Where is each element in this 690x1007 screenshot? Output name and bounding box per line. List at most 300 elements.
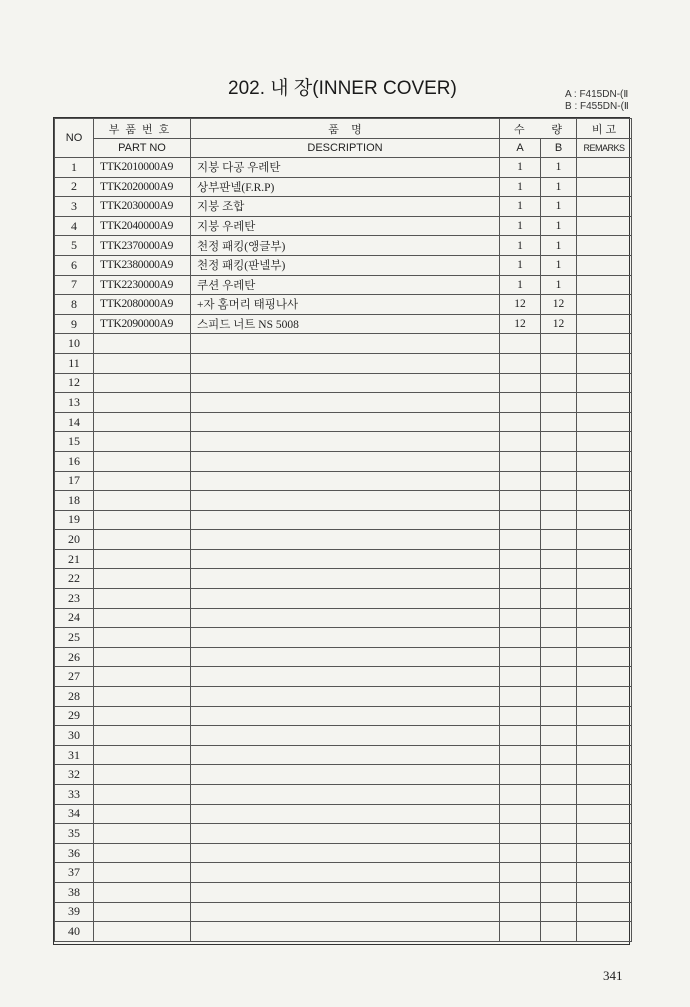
row-number: 13: [55, 393, 94, 413]
quantity-a-cell: [500, 510, 541, 530]
table-row: [55, 647, 632, 667]
description-cell: [191, 687, 500, 707]
remarks-cell: [577, 785, 632, 805]
row-number: 9: [55, 314, 94, 334]
remarks-cell: [577, 353, 632, 373]
row-number: 23: [55, 589, 94, 609]
table-row: [55, 687, 632, 707]
description-cell: [191, 451, 500, 471]
description-cell: [191, 824, 500, 844]
quantity-a-cell: [500, 706, 541, 726]
description-cell: 천정 패킹(판넬부): [191, 255, 500, 275]
quantity-a-cell: [500, 334, 541, 354]
description-cell: [191, 549, 500, 569]
table-row: [55, 177, 632, 197]
remarks-cell: [577, 706, 632, 726]
model-a-label: A : F415DN-(Ⅱ: [565, 89, 629, 100]
remarks-cell: [577, 255, 632, 275]
remarks-cell: [577, 745, 632, 765]
remarks-cell: [577, 510, 632, 530]
row-number: 22: [55, 569, 94, 589]
table-row: [55, 882, 632, 902]
table-row: [55, 412, 632, 432]
part-number-cell: [94, 843, 191, 863]
remarks-cell: [577, 530, 632, 550]
remarks-cell: [577, 471, 632, 491]
part-number-cell: [94, 471, 191, 491]
part-number-cell: [94, 530, 191, 550]
page-title: 202. 내 장(INNER COVER): [228, 78, 457, 99]
row-number: 24: [55, 608, 94, 628]
remarks-cell: [577, 432, 632, 452]
remarks-cell: [577, 373, 632, 393]
remarks-cell: [577, 824, 632, 844]
description-cell: [191, 765, 500, 785]
header-part-no-kor: [94, 119, 191, 139]
part-number-cell: [94, 589, 191, 609]
header-quantity-kor-2: 량: [551, 123, 562, 136]
remarks-cell: [577, 158, 632, 178]
row-number: 11: [55, 353, 94, 373]
row-number: 26: [55, 647, 94, 667]
header-qty-a: A: [500, 139, 541, 158]
part-number-cell: TTK2230000A9: [94, 275, 191, 295]
row-number: 4: [55, 216, 94, 236]
parts-table-body: [55, 158, 632, 942]
part-number-cell: TTK2010000A9: [94, 158, 191, 178]
description-cell: [191, 745, 500, 765]
remarks-cell: [577, 314, 632, 334]
description-cell: +자 홈머리 태핑나사: [191, 295, 500, 315]
remarks-cell: [577, 197, 632, 217]
description-cell: [191, 393, 500, 413]
quantity-a-cell: [500, 491, 541, 511]
quantity-b-cell: [541, 785, 577, 805]
quantity-a-cell: [500, 745, 541, 765]
quantity-b-cell: [541, 902, 577, 922]
part-number-cell: [94, 393, 191, 413]
description-cell: [191, 510, 500, 530]
description-cell: [191, 353, 500, 373]
table-row: [55, 451, 632, 471]
table-row: [55, 197, 632, 217]
table-row: [55, 314, 632, 334]
table-row: [55, 589, 632, 609]
table-row: [55, 510, 632, 530]
part-number-cell: [94, 608, 191, 628]
part-number-cell: [94, 706, 191, 726]
part-number-cell: [94, 667, 191, 687]
table-row: [55, 569, 632, 589]
parts-table: [54, 118, 632, 942]
table-row: [55, 667, 632, 687]
quantity-b-cell: [541, 589, 577, 609]
quantity-b-cell: [541, 726, 577, 746]
table-row: [55, 255, 632, 275]
quantity-a-cell: 1: [500, 236, 541, 256]
quantity-a-cell: 1: [500, 158, 541, 178]
quantity-b-cell: 1: [541, 255, 577, 275]
quantity-a-cell: [500, 765, 541, 785]
quantity-a-cell: 12: [500, 295, 541, 315]
row-number: 36: [55, 843, 94, 863]
part-number-cell: [94, 569, 191, 589]
table-row: [55, 726, 632, 746]
quantity-b-cell: [541, 608, 577, 628]
table-row: [55, 902, 632, 922]
part-number-cell: [94, 353, 191, 373]
quantity-b-cell: [541, 882, 577, 902]
part-number-cell: [94, 785, 191, 805]
part-number-cell: TTK2040000A9: [94, 216, 191, 236]
part-number-cell: [94, 373, 191, 393]
part-number-cell: [94, 922, 191, 942]
remarks-cell: [577, 667, 632, 687]
quantity-b-cell: [541, 510, 577, 530]
table-row: [55, 432, 632, 452]
row-number: 38: [55, 882, 94, 902]
header-no: NO: [55, 119, 94, 158]
quantity-a-cell: [500, 393, 541, 413]
row-number: 10: [55, 334, 94, 354]
quantity-a-cell: [500, 647, 541, 667]
table-row: [55, 706, 632, 726]
quantity-b-cell: [541, 922, 577, 942]
row-number: 39: [55, 902, 94, 922]
quantity-a-cell: [500, 589, 541, 609]
remarks-cell: [577, 334, 632, 354]
quantity-b-cell: 12: [541, 314, 577, 334]
quantity-b-cell: [541, 393, 577, 413]
part-number-cell: [94, 549, 191, 569]
quantity-b-cell: [541, 667, 577, 687]
description-cell: [191, 922, 500, 942]
remarks-cell: [577, 216, 632, 236]
quantity-a-cell: 1: [500, 177, 541, 197]
remarks-cell: [577, 295, 632, 315]
table-row: [55, 216, 632, 236]
part-number-cell: [94, 804, 191, 824]
part-number-cell: TTK2080000A9: [94, 295, 191, 315]
description-cell: 쿠션 우레탄: [191, 275, 500, 295]
table-row: [55, 373, 632, 393]
quantity-a-cell: 1: [500, 197, 541, 217]
quantity-a-cell: 1: [500, 275, 541, 295]
description-cell: [191, 373, 500, 393]
row-number: 25: [55, 628, 94, 648]
row-number: 3: [55, 197, 94, 217]
table-row: [55, 765, 632, 785]
quantity-b-cell: [541, 628, 577, 648]
table-row: [55, 922, 632, 942]
row-number: 32: [55, 765, 94, 785]
part-number-cell: [94, 647, 191, 667]
remarks-cell: [577, 608, 632, 628]
row-number: 6: [55, 255, 94, 275]
quantity-b-cell: [541, 804, 577, 824]
description-cell: [191, 667, 500, 687]
page-number: 341: [603, 968, 623, 983]
quantity-a-cell: [500, 824, 541, 844]
table-row: [55, 295, 632, 315]
quantity-a-cell: [500, 471, 541, 491]
quantity-a-cell: [500, 882, 541, 902]
row-number: 35: [55, 824, 94, 844]
part-number-cell: [94, 726, 191, 746]
table-row: [55, 158, 632, 178]
description-cell: [191, 647, 500, 667]
remarks-cell: [577, 236, 632, 256]
row-number: 16: [55, 451, 94, 471]
part-number-cell: [94, 491, 191, 511]
part-number-cell: [94, 882, 191, 902]
part-number-cell: [94, 863, 191, 883]
quantity-a-cell: [500, 549, 541, 569]
part-number-cell: [94, 451, 191, 471]
row-number: 17: [55, 471, 94, 491]
remarks-cell: [577, 765, 632, 785]
description-cell: 지붕 다공 우레탄: [191, 158, 500, 178]
remarks-cell: [577, 569, 632, 589]
quantity-b-cell: [541, 432, 577, 452]
quantity-a-cell: [500, 667, 541, 687]
quantity-b-cell: [541, 687, 577, 707]
part-number-cell: TTK2030000A9: [94, 197, 191, 217]
row-number: 33: [55, 785, 94, 805]
table-row: [55, 863, 632, 883]
quantity-b-cell: [541, 451, 577, 471]
part-number-cell: [94, 334, 191, 354]
quantity-b-cell: 12: [541, 295, 577, 315]
header-quantity-kor-1: 수: [514, 123, 525, 136]
quantity-b-cell: 1: [541, 177, 577, 197]
parts-table-frame: [53, 117, 630, 945]
row-number: 18: [55, 491, 94, 511]
row-number: 40: [55, 922, 94, 942]
quantity-b-cell: [541, 549, 577, 569]
quantity-a-cell: [500, 863, 541, 883]
row-number: 7: [55, 275, 94, 295]
table-row: [55, 843, 632, 863]
quantity-b-cell: 1: [541, 158, 577, 178]
table-row: [55, 236, 632, 256]
quantity-a-cell: [500, 608, 541, 628]
table-row: [55, 549, 632, 569]
quantity-a-cell: 1: [500, 216, 541, 236]
quantity-b-cell: [541, 843, 577, 863]
row-number: 15: [55, 432, 94, 452]
remarks-cell: [577, 863, 632, 883]
header-remarks-kor: 비 고: [577, 119, 632, 139]
header-description-kor: [191, 119, 500, 139]
description-cell: [191, 530, 500, 550]
table-row: [55, 608, 632, 628]
remarks-cell: [577, 647, 632, 667]
table-row: [55, 334, 632, 354]
part-number-cell: TTK2020000A9: [94, 177, 191, 197]
quantity-a-cell: [500, 353, 541, 373]
remarks-cell: [577, 491, 632, 511]
remarks-cell: [577, 589, 632, 609]
row-number: 28: [55, 687, 94, 707]
quantity-a-cell: 1: [500, 255, 541, 275]
description-cell: [191, 608, 500, 628]
description-cell: [191, 471, 500, 491]
description-cell: [191, 589, 500, 609]
row-number: 31: [55, 745, 94, 765]
part-number-cell: [94, 902, 191, 922]
quantity-b-cell: 1: [541, 275, 577, 295]
quantity-b-cell: 1: [541, 236, 577, 256]
quantity-b-cell: [541, 863, 577, 883]
part-number-cell: [94, 765, 191, 785]
row-number: 5: [55, 236, 94, 256]
description-cell: [191, 334, 500, 354]
remarks-cell: [577, 882, 632, 902]
quantity-b-cell: [541, 745, 577, 765]
remarks-cell: [577, 393, 632, 413]
parts-table-header: [55, 119, 632, 158]
row-number: 1: [55, 158, 94, 178]
quantity-a-cell: [500, 726, 541, 746]
quantity-b-cell: [541, 647, 577, 667]
part-number-cell: TTK2370000A9: [94, 236, 191, 256]
description-cell: [191, 706, 500, 726]
remarks-cell: [577, 177, 632, 197]
description-cell: [191, 412, 500, 432]
quantity-b-cell: [541, 353, 577, 373]
quantity-b-cell: 1: [541, 216, 577, 236]
row-number: 27: [55, 667, 94, 687]
remarks-cell: [577, 843, 632, 863]
table-row: [55, 491, 632, 511]
table-row: [55, 471, 632, 491]
remarks-cell: [577, 412, 632, 432]
description-cell: [191, 726, 500, 746]
description-cell: [191, 491, 500, 511]
description-cell: [191, 882, 500, 902]
header-description: DESCRIPTION: [191, 139, 500, 158]
part-number-cell: [94, 510, 191, 530]
quantity-a-cell: [500, 843, 541, 863]
description-cell: 천정 패킹(앵글부): [191, 236, 500, 256]
remarks-cell: [577, 902, 632, 922]
part-number-cell: [94, 412, 191, 432]
description-cell: 스피드 너트 NS 5008: [191, 314, 500, 334]
quantity-b-cell: [541, 569, 577, 589]
remarks-cell: [577, 726, 632, 746]
quantity-b-cell: [541, 373, 577, 393]
quantity-a-cell: [500, 451, 541, 471]
quantity-a-cell: [500, 530, 541, 550]
row-number: 2: [55, 177, 94, 197]
table-row: [55, 275, 632, 295]
header-description-kor-text: 품 명: [328, 123, 362, 136]
header-part-no-kor-text: 부품번호: [108, 123, 176, 136]
part-number-cell: TTK2380000A9: [94, 255, 191, 275]
quantity-a-cell: [500, 922, 541, 942]
row-number: 21: [55, 549, 94, 569]
row-number: 34: [55, 804, 94, 824]
row-number: 14: [55, 412, 94, 432]
row-number: 19: [55, 510, 94, 530]
row-number: 30: [55, 726, 94, 746]
quantity-a-cell: [500, 569, 541, 589]
model-b-label: B : F455DN-(Ⅱ: [565, 101, 629, 112]
description-cell: [191, 804, 500, 824]
description-cell: [191, 432, 500, 452]
row-number: 20: [55, 530, 94, 550]
header-remarks: REMARKS: [577, 139, 632, 158]
quantity-b-cell: [541, 412, 577, 432]
part-number-cell: TTK2090000A9: [94, 314, 191, 334]
description-cell: [191, 569, 500, 589]
quantity-a-cell: 12: [500, 314, 541, 334]
table-row: [55, 393, 632, 413]
description-cell: [191, 902, 500, 922]
part-number-cell: [94, 745, 191, 765]
part-number-cell: [94, 687, 191, 707]
description-cell: [191, 628, 500, 648]
part-number-cell: [94, 628, 191, 648]
table-row: [55, 530, 632, 550]
quantity-b-cell: [541, 334, 577, 354]
part-number-cell: [94, 432, 191, 452]
quantity-b-cell: [541, 491, 577, 511]
table-row: [55, 745, 632, 765]
description-cell: 상부판넬(F.R.P): [191, 177, 500, 197]
remarks-cell: [577, 628, 632, 648]
quantity-a-cell: [500, 785, 541, 805]
table-row: [55, 785, 632, 805]
row-number: 8: [55, 295, 94, 315]
quantity-a-cell: [500, 412, 541, 432]
description-cell: [191, 863, 500, 883]
header-qty-b: B: [541, 139, 577, 158]
description-cell: [191, 843, 500, 863]
quantity-b-cell: [541, 824, 577, 844]
quantity-b-cell: [541, 471, 577, 491]
remarks-cell: [577, 451, 632, 471]
header-quantity-kor: [500, 119, 577, 139]
quantity-a-cell: [500, 432, 541, 452]
description-cell: 지붕 우레탄: [191, 216, 500, 236]
table-row: [55, 824, 632, 844]
quantity-b-cell: [541, 706, 577, 726]
quantity-b-cell: [541, 530, 577, 550]
quantity-b-cell: 1: [541, 197, 577, 217]
quantity-a-cell: [500, 804, 541, 824]
row-number: 37: [55, 863, 94, 883]
quantity-a-cell: [500, 628, 541, 648]
table-row: [55, 628, 632, 648]
quantity-a-cell: [500, 687, 541, 707]
remarks-cell: [577, 275, 632, 295]
table-row: [55, 804, 632, 824]
part-number-cell: [94, 824, 191, 844]
description-cell: 지붕 조합: [191, 197, 500, 217]
header-part-no: PART NO: [94, 139, 191, 158]
remarks-cell: [577, 687, 632, 707]
quantity-a-cell: [500, 902, 541, 922]
row-number: 12: [55, 373, 94, 393]
remarks-cell: [577, 804, 632, 824]
table-row: [55, 353, 632, 373]
remarks-cell: [577, 922, 632, 942]
quantity-a-cell: [500, 373, 541, 393]
description-cell: [191, 785, 500, 805]
quantity-b-cell: [541, 765, 577, 785]
